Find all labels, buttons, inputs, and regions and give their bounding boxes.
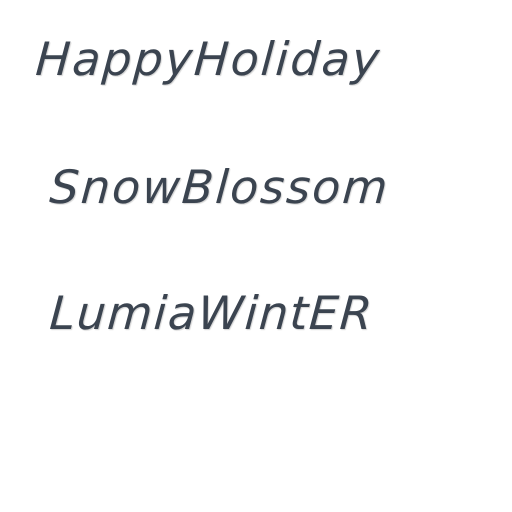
- line-lumia-winter: LumiaWintER: [48, 286, 376, 340]
- line-happy-holiday: HappyHoliday: [34, 32, 384, 86]
- line-snow-blossom: SnowBlossom: [48, 160, 392, 214]
